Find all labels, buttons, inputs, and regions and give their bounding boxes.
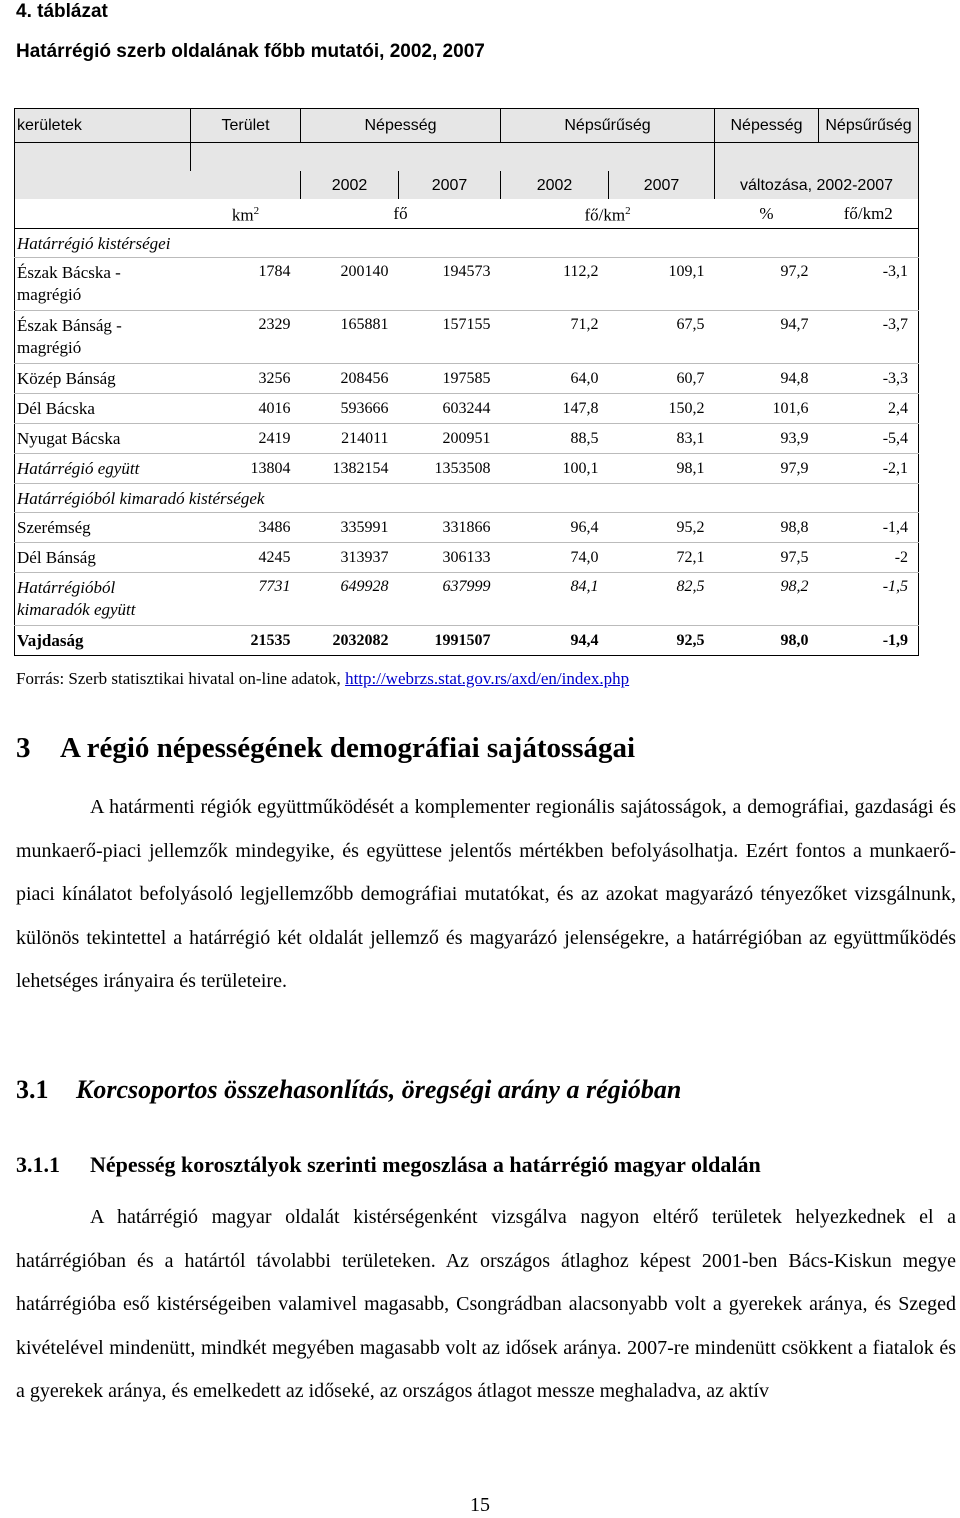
source-label: Forrás: Szerb statisztikai hivatal on-line adatok, bbox=[16, 669, 341, 688]
unit-pct: % bbox=[715, 199, 819, 229]
table-row: Észak Bácska - magrégió 1784 200140 194573 112,2 109,1 97,2 -3,1 bbox=[15, 258, 919, 311]
unit-dens-change: fő/km2 bbox=[819, 199, 919, 229]
table-row-total: Vajdaság 21535 2032082 1991507 94,4 92,5 98,0 -1,9 bbox=[15, 626, 919, 656]
col-header-population-change: Népesség bbox=[715, 109, 819, 143]
table-row: Nyugat Bácska 2419 214011 200951 88,5 83,1 93,9 -5,4 bbox=[15, 424, 919, 454]
header-spacer-row bbox=[15, 143, 919, 172]
section-3-paragraph: A határmenti régiók együttműködését a komplementer regionális sajátosságok, a demográfiai, gazdasági és munkaerő-piaci jellemzők mindegyike, és együttese jelentős mértékben befolyásolhatja. Ezért fontos a munkaerő-piaci kínálatot befolyásoló legjellemzőbb demográfiai mutatókat, és az azokat magyarázó tényezőket vizsgálnunk, különös tekintettel a határrégió két oldalát jellemző és magyarázó jelenségekre, a határrégióban az együttműködés lehetséges irányaira és területeire. bbox=[16, 796, 956, 992]
unit-dens: $fő/km^2$ bbox=[501, 199, 715, 229]
table-row: Közép Bánság 3256 208456 197585 64,0 60,7 94,8 -3,3 bbox=[15, 364, 919, 394]
subsubsection-title: Népesség korosztályok szerinti megoszlása a határrégió magyar oldalán bbox=[90, 1152, 761, 1177]
section-number: 3 bbox=[16, 732, 31, 764]
section-3-1-1-paragraph: A határrégió magyar oldalát kistérségenként vizsgálva nagyon eltérő területek helyezkednek el a határrégióban és a határtól távolabbi területeken. Az országos átlaghoz képest 2001-ben Bács-Kiskun megye határrégióba eső kistérségeiben valamivel magasabb, Csongrádban alacsonyabb volt a gyerekek aránya, és Szeged kivételével mindenütt, mindkét megyében magasabb volt az idősek aránya. 2007-re mindenütt csökkent a fiatalok és a gyerekek aránya, és emelkedett az időseké, az országos átlagot messze meghaladva, az aktív bbox=[16, 1206, 956, 1402]
units-row bbox=[15, 199, 919, 229]
section-heading-3 bbox=[16, 728, 635, 768]
table-row: Szerémség 3486 335991 331866 96,4 95,2 98,8 -1,4 bbox=[15, 513, 919, 543]
col-header-area: Terület bbox=[191, 109, 301, 143]
table-title: Határrégió szerb oldalának főbb mutatói, 2002, 2007 bbox=[16, 41, 485, 62]
section-title: A régió népességének demográfiai sajátosságai bbox=[60, 732, 636, 764]
table-row-subtotal: Határrégió együtt 13804 1382154 1353508 100,1 98,1 97,9 -2,1 bbox=[15, 454, 919, 484]
unit-pop: fő bbox=[301, 199, 501, 229]
section-label: Határrégióból kimaradó kistérségek bbox=[15, 484, 919, 513]
change-period: változása, 2002-2007 bbox=[715, 171, 919, 199]
year-2007-pop: 2007 bbox=[399, 171, 501, 199]
subsection-number: 3.1 bbox=[16, 1075, 49, 1104]
col-header-district: kerületek bbox=[15, 109, 191, 143]
header-row-1 bbox=[15, 109, 919, 143]
col-header-density: Népsűrűség bbox=[501, 109, 715, 143]
section-label: Határrégió kistérségei bbox=[15, 229, 919, 258]
year-2007-dens: 2007 bbox=[609, 171, 715, 199]
header-row-2 bbox=[15, 171, 919, 199]
table-row-subtotal: Határrégióból kimaradók együtt 7731 649928 637999 84,1 82,5 98,2 -1,5 bbox=[15, 573, 919, 626]
page-number: 15 bbox=[470, 1494, 490, 1516]
indicators-table bbox=[14, 108, 919, 656]
col-header-population: Népesség bbox=[301, 109, 501, 143]
source-link[interactable]: http://webrzs.stat.gov.rs/axd/en/index.php bbox=[345, 669, 630, 688]
year-2002-pop: 2002 bbox=[301, 171, 399, 199]
table-row: Dél Bánság 4245 313937 306133 74,0 72,1 97,5 -2 bbox=[15, 543, 919, 573]
subsubsection-number: 3.1.1 bbox=[16, 1152, 60, 1177]
section-heading-3-1 bbox=[16, 1072, 681, 1108]
table-source bbox=[16, 668, 629, 690]
section-row bbox=[15, 229, 919, 258]
subsection-title: Korcsoportos összehasonlítás, öregségi arány a régióban bbox=[76, 1075, 682, 1104]
table-row: Dél Bácska 4016 593666 603244 147,8 150,2 101,6 2,4 bbox=[15, 394, 919, 424]
section-row bbox=[15, 484, 919, 513]
table-row: Észak Bánság - magrégió 2329 165881 157155 71,2 67,5 94,7 -3,7 bbox=[15, 311, 919, 364]
unit-area: $km^2$ bbox=[191, 199, 301, 229]
table-caption: 4. táblázat bbox=[16, 1, 108, 22]
section-heading-3-1-1 bbox=[16, 1150, 761, 1180]
year-2002-dens: 2002 bbox=[501, 171, 609, 199]
col-header-density-change: Népsűrűség bbox=[819, 109, 919, 143]
